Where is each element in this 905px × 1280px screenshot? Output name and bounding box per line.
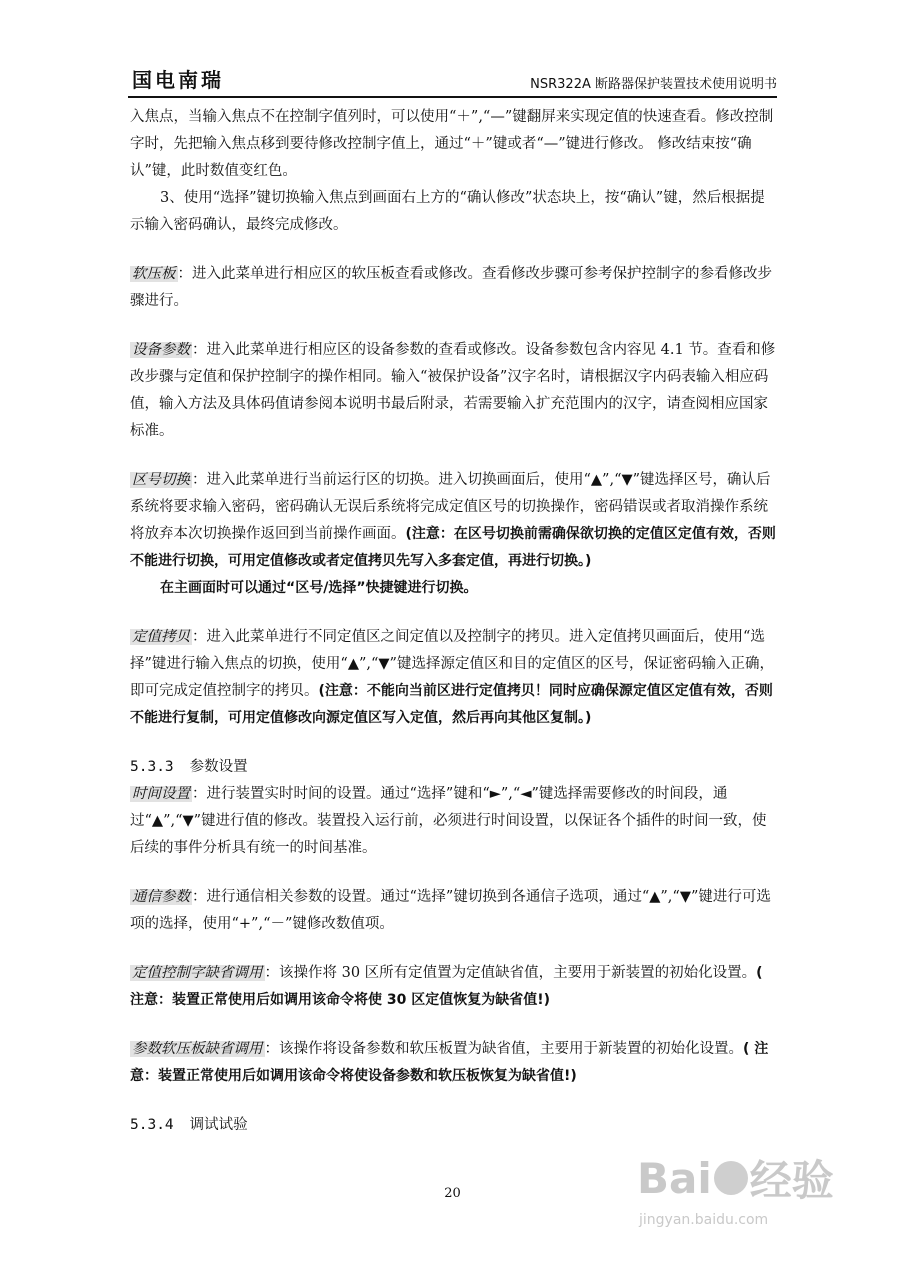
default-settings-text: ：该操作将 30 区所有定值置为定值缺省值，主要用于新装置的初始化设置。 bbox=[264, 965, 757, 981]
paragraph-intro: 入焦点，当输入焦点不在控制字值列时，可以使用“＋”,“—”键翻屏来实现定值的快速查看。修改控制字时，先把输入焦点移到要待修改控制字值上，通过“＋”键或者“—”键进行修改。 修改结束按“确认”键，此时数值变红色。 bbox=[130, 109, 774, 179]
zone-switch-text: ：进入此菜单进行当前运行区的切换。进入切换画面后，使用“▲”,“▼”键选择区号，确认后系统将要求输入密码，密码确认无误后系统将完成定值区号的切换操作，密码错误或者取消操作系统将放弃本次切换操作返回到当前操作画面。 bbox=[130, 472, 771, 542]
term-default-params: 参数软压板缺省调用 bbox=[132, 1041, 263, 1057]
watermark-logo bbox=[637, 1148, 847, 1208]
watermark-brand-b: 经验 bbox=[749, 1156, 834, 1205]
section-title: 调试试验 bbox=[189, 1117, 248, 1133]
term-zone-switch: 区号切换 bbox=[132, 472, 190, 488]
section-heading-534 bbox=[130, 1112, 776, 1139]
zone-switch-note: (注意：在区号切换前需确保欲切换的定值区定值有效，否则不能进行切换，可用定值修改或者定值拷贝先写入多套定值，再进行切换。) bbox=[130, 526, 776, 569]
default-settings-note: ( 注意：装置正常使用后如调用该命令将使 30 区定值恢复为缺省值!) bbox=[130, 965, 763, 1008]
paw-icon bbox=[714, 1161, 748, 1195]
comm-params-text: ：进行通信相关参数的设置。通过“选择”键切换到各通信子选项，通过“▲”,“▼”键进行可选项的选择，使用“+”,“－”键修改数值项。 bbox=[130, 889, 771, 932]
term-setting-copy: 定值拷贝 bbox=[132, 629, 190, 645]
paragraph-step3: 3、使用“选择”键切换输入焦点到画面右上方的“确认修改”状态块上，按“确认”键，然后根据提示输入密码确认，最终完成修改。 bbox=[130, 190, 765, 233]
watermark-brand-a: Bai bbox=[637, 1153, 712, 1203]
term-default-settings: 定值控制字缺省调用 bbox=[132, 965, 263, 981]
setting-copy-note: (注意：不能向当前区进行定值拷贝！同时应确保源定值区定值有效，否则不能进行复制，可用定值修改向源定值区写入定值，然后再向其他区复制。) bbox=[130, 683, 773, 726]
baidu-jingyan-watermark bbox=[637, 1148, 847, 1244]
paragraph-setting-copy bbox=[130, 624, 776, 732]
company-logo: 国电南瑞 bbox=[132, 68, 224, 92]
section-heading-533 bbox=[130, 754, 776, 781]
section-number: 5.3.3 bbox=[130, 759, 174, 775]
paragraph-default-settings bbox=[130, 960, 776, 1014]
default-params-note: ( 注意：装置正常使用后如调用该命令将使设备参数和软压板恢复为缺省值!) bbox=[130, 1041, 769, 1084]
term-soft-plate: 软压板 bbox=[132, 266, 176, 282]
paragraph-device-params bbox=[130, 337, 776, 445]
device-params-text: ：进入此菜单进行相应区的设备参数的查看或修改。设备参数包含内容见 4.1 节。查看和修改步骤与定值和保护控制字的操作相同。输入“被保护设备”汉字名时，请根据汉字内码表输入相应码值，输入方法及具体码值请参阅本说明书最后附录，若需要输入扩充范围内的汉字，请查阅相应国家标准。 bbox=[130, 342, 776, 439]
time-setting-text: ：进行装置实时时间的设置。通过“选择”键和“►”,“◄”键选择需要修改的时间段，通过“▲”,“▼”键进行值的修改。装置投入运行前，必须进行时间设置，以保证各个插件的时间一致，使后续的事件分析具有统一的时间基准。 bbox=[130, 786, 767, 856]
paragraph-soft-plate bbox=[130, 261, 776, 315]
watermark-url: jingyan.baidu.com bbox=[639, 1212, 769, 1228]
page-header bbox=[128, 62, 777, 98]
term-time-setting: 时间设置 bbox=[132, 786, 190, 802]
paragraph-time-setting bbox=[130, 781, 776, 862]
term-comm-params: 通信参数 bbox=[132, 889, 190, 905]
default-params-text: ：该操作将设备参数和软压板置为缺省值，主要用于新装置的初始化设置。 bbox=[264, 1041, 743, 1057]
soft-plate-text: ：进入此菜单进行相应区的软压板查看或修改。查看修改步骤可参考保护控制字的参看修改步骤进行。 bbox=[130, 266, 772, 309]
term-device-params: 设备参数 bbox=[132, 342, 190, 358]
paragraph-comm-params bbox=[130, 884, 776, 938]
setting-copy-text: ：进入此菜单进行不同定值区之间定值以及控制字的拷贝。进入定值拷贝画面后，使用“选择”键进行输入焦点的切换，使用“▲”,“▼”键选择源定值区和目的定值区的区号，保证密码输入正确，即可完成定值控制字的拷贝。 bbox=[130, 629, 774, 699]
paragraph-zone-switch bbox=[130, 467, 776, 575]
document-title: NSR322A 断路器保护装置技术使用说明书 bbox=[530, 77, 777, 92]
page-number: 20 bbox=[444, 1186, 461, 1201]
section-number: 5.3.4 bbox=[130, 1117, 174, 1133]
section-title: 参数设置 bbox=[189, 759, 248, 775]
page-content bbox=[130, 104, 776, 1139]
paragraph-default-params bbox=[130, 1036, 776, 1090]
paragraph-zone-shortcut: 在主画面时可以通过“区号/选择”快捷键进行切换。 bbox=[160, 580, 478, 596]
